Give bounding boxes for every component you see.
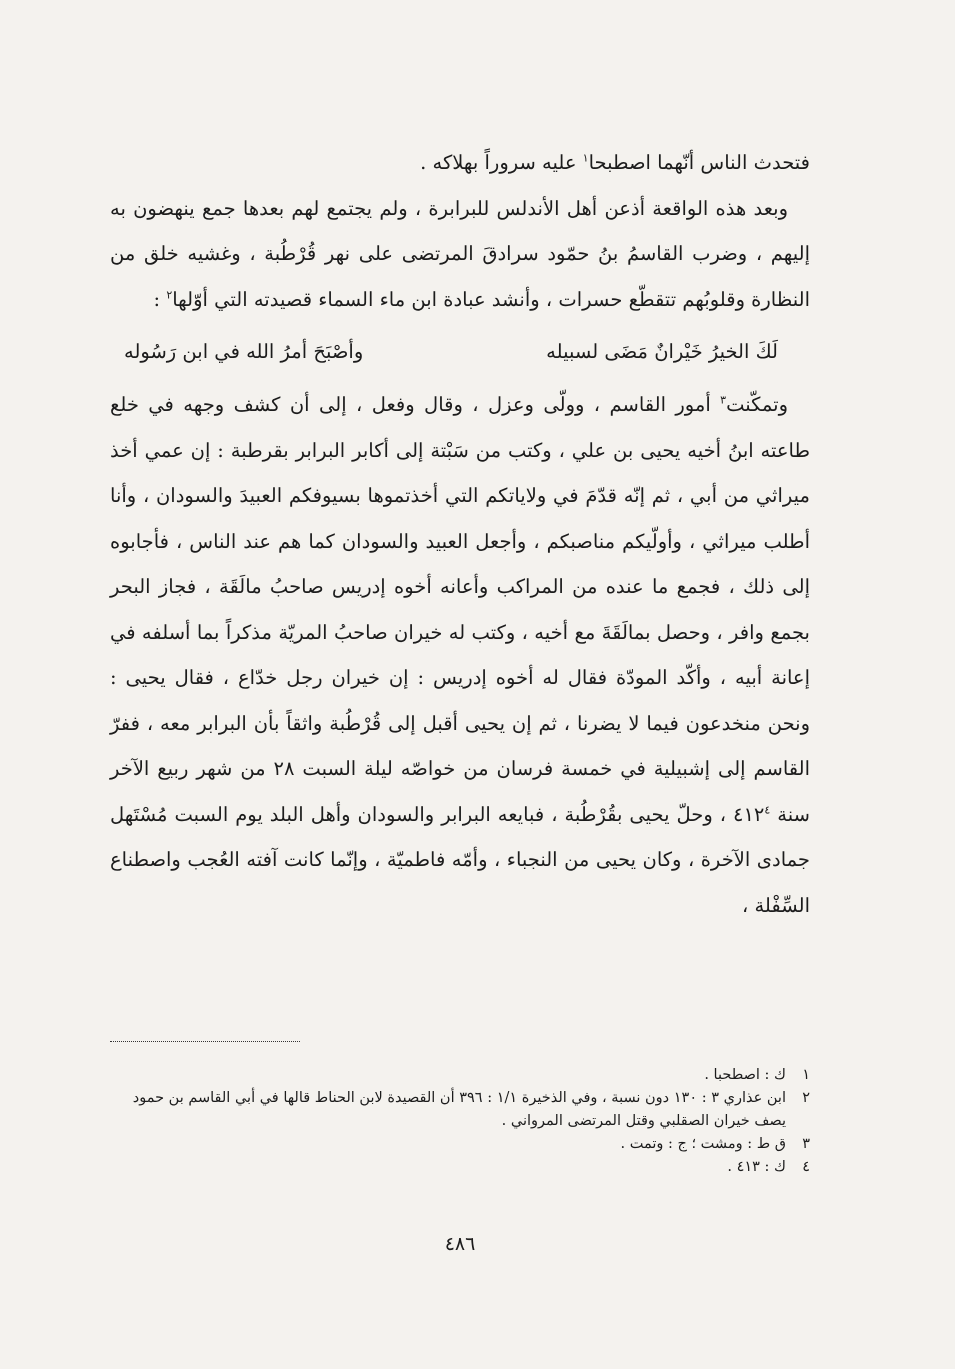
main-text [110, 140, 810, 928]
paragraph-text-tail: عليه سروراً بهلاكه . [420, 151, 583, 174]
footnote-text: ك : اصطحبا . [704, 1067, 786, 1083]
footnote-number: ٢ [802, 1090, 810, 1106]
footnote-separator [110, 1041, 300, 1042]
paragraph-3 [110, 382, 810, 928]
page-number: ٤٨٦ [444, 1233, 476, 1255]
footnote-text: ق ط : ومشت ؛ ج : وتمت . [620, 1136, 786, 1152]
footnote-marker: ٣ [720, 393, 727, 407]
footnote-item [110, 1064, 810, 1087]
poem-verse [124, 322, 778, 382]
paragraph-text: وبعد هذه الواقعة أذعن أهل الأندلس للبرابرة ، ولم يجتمع لهم بعدها جمع ينهضون به إليهم ، وضرب القاسمُ بنُ حمّود سرادقَ المرتضى على نهر قُرْطُبة ، وغشيه خلق من النظارة وقلوبُهم تتقطّع حسرات ، وأنشد عبادة ابن ماء السماء قصيدته التي أوّلها [110, 196, 810, 311]
footnote-item [110, 1087, 810, 1133]
footnote-text: ك : ٤١٣ . [727, 1159, 786, 1175]
footnote-item [110, 1156, 810, 1179]
footnote-marker: ٤ [764, 803, 771, 816]
paragraph-text: وتمكّنت [726, 393, 788, 416]
paragraph-text: فتحدث الناس أنّهما اصطبحا [588, 151, 810, 174]
verse-first-hemistich: لَكَ الخيرُ خَيْرانٌ مَضَى لسبيله [546, 340, 778, 363]
book-page [110, 140, 810, 1320]
verse-second-hemistich: وأصْبَحَ أمرُ الله في ابن رَسُوله [124, 340, 364, 363]
footnote-marker: ١ [582, 151, 589, 165]
paragraph-text-tail: : [153, 287, 167, 311]
paragraph-text-middle: أمور القاسم ، وولّى وعزل ، وقال وفعل ، إلى أن كشف وجهه في خلع طاعته ابنُ أخيه يحيى بن علي ، وكتب من سَبْتة إلى أكابر البرابر بقرطبة : إن عمي أخذ ميراثي من أبي ، ثم إنّه قدّمَ في ولاياتكم التي أخذتموها بسيوفكم العبيدَ والسودان ، وأنا أطلب ميراثي ، وأولّيكم مناصبكم ، وأجعل العبيد والسودان كما هم عند الناس ، فأجابوه إلى ذلك ، فجمع ما عنده من المراكب وأعانه أخوه إدريس صاحبُ مالَقَة ، فجاز البحر بجمع وافر ، وحصل بمالَقَةَ مع أخيه ، وكتب له خيران صاحبُ المريّة مذكراً بما أسلفه في إعانة أبيه ، وأكّد المودّة فقال له أخوه إدريس : إن خيران رجل خدّاع ، فقال يحيى : ونحن منخدعون فيما لا يضرنا ، ثم إن يحيى أقبل إلى قُرْطُبة واثقاً بأن البرابر معه ، ففرّ القاسم إلى إشبيلية في خمسة فرسان من خواصّه ليلة السبت ٢٨ من شهر ربيع الآخر سنة ٤١٢ [110, 393, 810, 826]
paragraph-2 [110, 186, 810, 323]
footnote-number: ٣ [802, 1136, 810, 1152]
paragraph-1 [110, 140, 810, 186]
footnote-item [110, 1133, 810, 1156]
footnote-marker: ٢ [166, 288, 173, 301]
paragraph-text-tail: ، وحلّ يحيى بقُرْطُبة ، فبايعه البرابر والسودان وأهل البلد يوم السبت مُسْتَهل جمادى الآخرة ، وكان يحيى من النجباء ، وأمّه فاطميّة ، وإنّما كانت آفته العُجب واصطناع السِّفْلة ، [110, 802, 810, 917]
footnotes [110, 1064, 810, 1179]
footnote-number: ١ [802, 1067, 810, 1083]
footnote-number: ٤ [802, 1159, 810, 1175]
footnote-text: ابن عذاري ٣ : ١٣٠ دون نسبة ، وفي الذخيرة ١/١ : ٣٩٦ أن القصيدة لابن الحناط قالها في أبي القاسم بن حمود يصف خيران الصقلبي وقتل المرتضى المرواني . [132, 1090, 786, 1129]
